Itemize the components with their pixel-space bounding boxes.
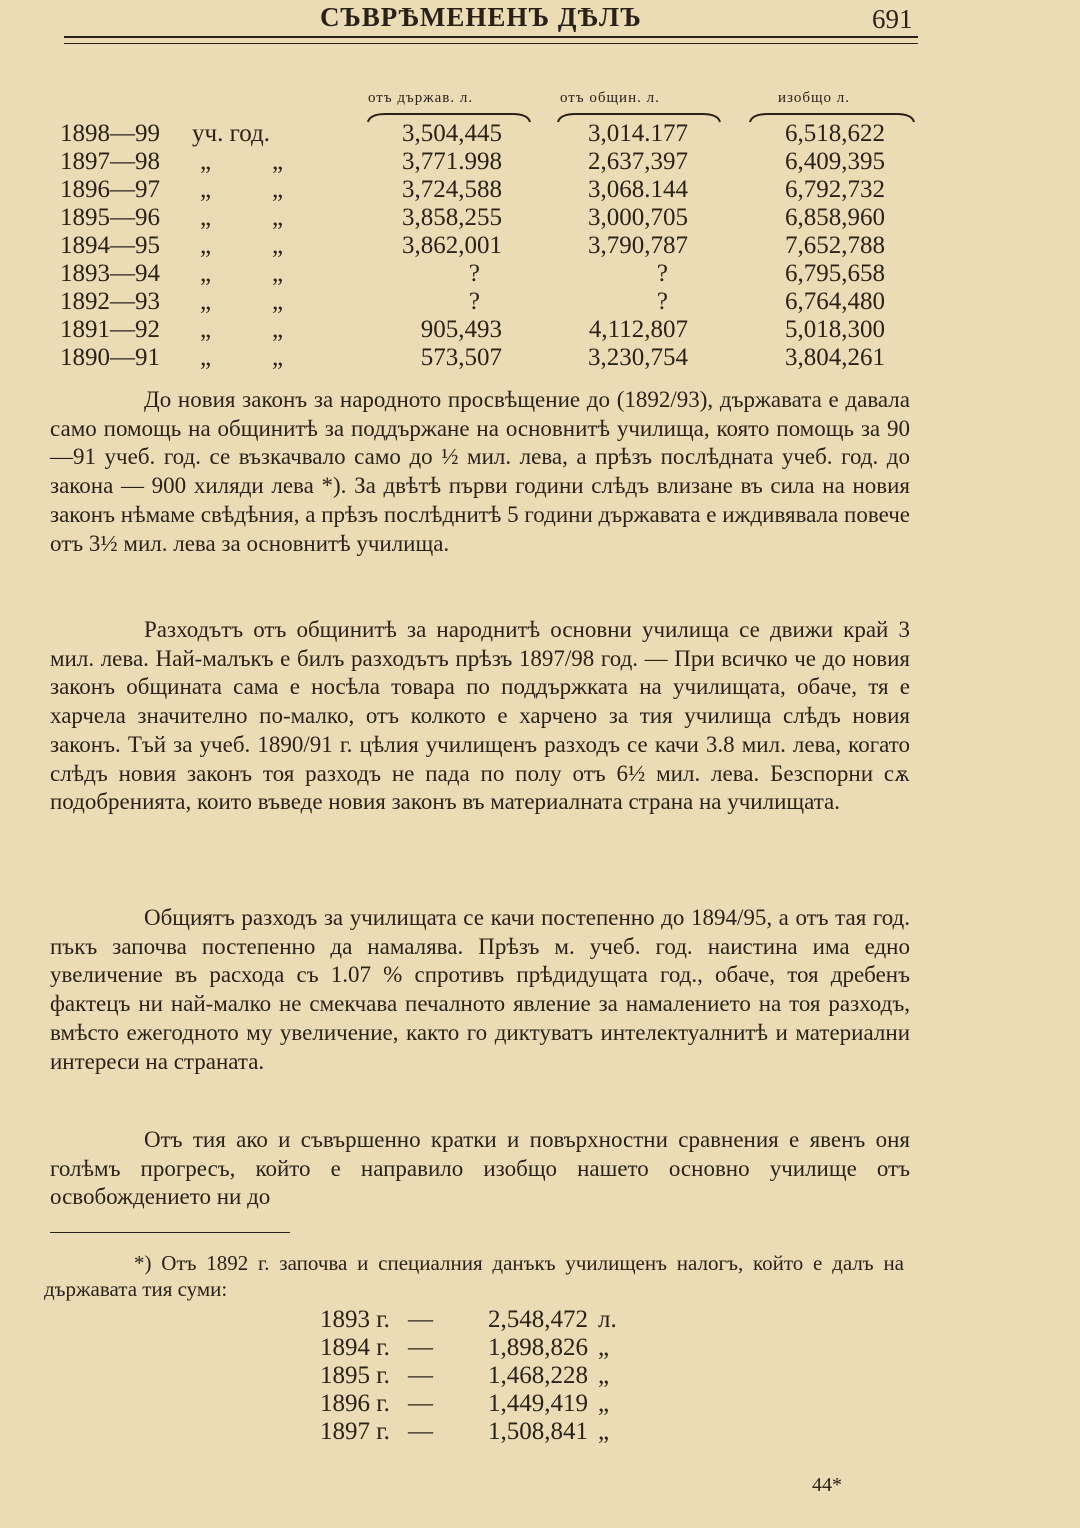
row-ditto: „ — [272, 232, 284, 259]
row-ditto: „ — [200, 344, 212, 371]
footnote-year: 1893 г. — [320, 1306, 390, 1333]
footnote-row — [320, 1334, 640, 1362]
row-state-value: 573,507 — [420, 344, 502, 371]
footnote-rule — [50, 1232, 290, 1233]
header-rule-thin — [64, 43, 918, 44]
footnote-text: *) Отъ 1892 г. започва и специалния данъкъ училищенъ налогъ, който е далъ на държавата тия суми: — [44, 1251, 904, 1301]
row-communal-value: ? — [656, 288, 668, 315]
row-year: 1895—96 — [60, 204, 160, 231]
footnote-amount: 1,898,826 — [488, 1334, 588, 1361]
column-header-communal: отъ общин. л. — [560, 90, 660, 106]
footnote-dash: — — [408, 1390, 433, 1417]
row-total-value: 6,792,732 — [785, 176, 885, 203]
paragraph — [50, 616, 910, 817]
row-year: 1891—92 — [60, 316, 160, 343]
footnote-amount: 1,468,228 — [488, 1362, 588, 1389]
footnote-year: 1895 г. — [320, 1362, 390, 1389]
running-head-title: СЪВРѢМЕНЕНЪ ДѢЛЪ — [320, 2, 642, 32]
paragraph — [50, 904, 910, 1076]
row-state-value: ? — [468, 288, 480, 315]
row-total-value: 6,518,622 — [785, 120, 885, 147]
signature-mark: 44* — [812, 1474, 842, 1496]
footnote-row — [320, 1306, 640, 1334]
row-year: 1890—91 — [60, 344, 160, 371]
footnote-unit: „ — [598, 1334, 610, 1361]
row-ditto: „ — [272, 344, 284, 371]
row-state-value: 3,858,255 — [402, 204, 502, 231]
footnote-row — [320, 1418, 640, 1446]
row-communal-value: 3,000,705 — [588, 204, 688, 231]
row-ditto: „ — [272, 260, 284, 287]
row-year: 1893—94 — [60, 260, 160, 287]
row-communal-value: 3,790,787 — [588, 232, 688, 259]
footnote-dash: — — [408, 1334, 433, 1361]
page-number: 691 — [872, 4, 913, 34]
column-header-total: изобщо л. — [778, 90, 851, 106]
table-row — [60, 316, 920, 344]
table-row — [60, 120, 920, 148]
row-total-value: 5,018,300 — [785, 316, 885, 343]
row-total-value: 6,409,395 — [785, 148, 885, 175]
row-ditto: „ — [272, 176, 284, 203]
row-ditto: „ — [200, 260, 212, 287]
footnote-year: 1897 г. — [320, 1418, 390, 1445]
row-label: уч. год. — [192, 120, 270, 147]
row-communal-value: 3,068.144 — [588, 176, 688, 203]
row-state-value: 3,504,445 — [402, 120, 502, 147]
footnote-dash: — — [408, 1418, 433, 1445]
row-year: 1896—97 — [60, 176, 160, 203]
header-rule-thick — [64, 36, 918, 38]
paragraph-text: Общиятъ разходъ за училищата се качи постепенно до 1894/95, а отъ тая год. пъкъ започва постепенно да намалява. Прѣзъ м. учеб. год. наистина има едно увеличение въ расхода съ 1.07 % спротивъ прѣдидущата год., обаче, тоя дребенъ фактецъ ни най-малко не смекчава печалното явление за намалението на тоя разходъ, вмѣсто ежегодното му увеличение, както го диктуватъ интелектуалнитѣ и материални интереси на страната. — [50, 905, 910, 1074]
row-ditto: „ — [200, 148, 212, 175]
footnote-row — [320, 1362, 640, 1390]
paragraph — [50, 386, 910, 558]
footnote-dash: — — [408, 1306, 433, 1333]
paragraph — [50, 1126, 910, 1212]
footnote-amount: 1,449,419 — [488, 1390, 588, 1417]
row-communal-value: ? — [656, 260, 668, 287]
footnote-year: 1894 г. — [320, 1334, 390, 1361]
footnote-unit: „ — [598, 1362, 610, 1389]
paragraph-text: Разходътъ отъ общинитѣ за народнитѣ основни училища се движи край 3 мил. лева. Най-малъкъ е билъ разходътъ прѣзъ 1897/98 год. — При всичко че до новия законъ общината сама е носѣла товара по поддържката на училищата, обаче, тя е харчела значително по-малко, отъ колкото е харчено за тия училища слѣдъ новия законъ. Тъй за учеб. 1890/91 г. цѣлия училищенъ разходъ се качи 3.8 мил. лева, когато слѣдъ новия законъ тоя разходъ не пада по полу отъ 6½ мил. лева. Безспорни сѫ подобренията, които въведе новия законъ въ материалната страна на училищата. — [50, 617, 910, 815]
footnote-amount: 1,508,841 — [488, 1418, 588, 1445]
row-ditto: „ — [200, 176, 212, 203]
footnote — [44, 1250, 904, 1302]
footnote-amount: 2,548,472 — [488, 1306, 588, 1333]
row-communal-value: 3,014.177 — [588, 120, 688, 147]
footnote-unit: л. — [598, 1306, 617, 1333]
table-row — [60, 148, 920, 176]
row-state-value: 3,862,001 — [402, 232, 502, 259]
footnote-unit: „ — [598, 1390, 610, 1417]
row-state-value: 3,724,588 — [402, 176, 502, 203]
row-ditto: „ — [272, 204, 284, 231]
row-state-value: 3,771.998 — [402, 148, 502, 175]
row-ditto: „ — [272, 316, 284, 343]
row-total-value: 3,804,261 — [785, 344, 885, 371]
table-row — [60, 260, 920, 288]
paragraph-text: Отъ тия ако и съвършенно кратки и повърхностни сравнения е явенъ оня голѣмъ прогресъ, който е направило изобщо нашето основно училище отъ освобождението ни до — [50, 1127, 910, 1210]
footnote-year: 1896 г. — [320, 1390, 390, 1417]
row-ditto: „ — [272, 148, 284, 175]
row-communal-value: 3,230,754 — [588, 344, 688, 371]
footnote-unit: „ — [598, 1418, 610, 1445]
footnote-dash: — — [408, 1362, 433, 1389]
row-ditto: „ — [200, 204, 212, 231]
paragraph-text: До новия законъ за народното просвѣщение до (1892/93), държавата е давала само помощь на общинитѣ за поддържане на основнитѣ училища, която помощь за 90—91 учеб. год. се възкачвало само до ½ мил. лева, а прѣзъ послѣдната учеб. год. до закона — 900 хиляди лева *). За двѣтѣ първи години слѣдъ влизане въ сила на новия законъ нѣмаме свѣдѣния, а прѣзъ послѣднитѣ 5 години държавата е иждивявала повече отъ 3½ мил. лева за основнитѣ училища. — [50, 387, 910, 556]
row-ditto: „ — [200, 232, 212, 259]
table-row — [60, 204, 920, 232]
row-ditto: „ — [200, 288, 212, 315]
row-state-value: ? — [468, 260, 480, 287]
row-year: 1897—98 — [60, 148, 160, 175]
column-header-state: отъ държав. л. — [368, 90, 474, 106]
row-year: 1892—93 — [60, 288, 160, 315]
row-total-value: 6,858,960 — [785, 204, 885, 231]
row-ditto: „ — [200, 316, 212, 343]
row-ditto: „ — [272, 288, 284, 315]
footnote-row — [320, 1390, 640, 1418]
table-row — [60, 176, 920, 204]
row-communal-value: 4,112,807 — [588, 316, 688, 343]
row-total-value: 6,795,658 — [785, 260, 885, 287]
table-row — [60, 288, 920, 316]
table-row — [60, 232, 920, 260]
row-state-value: 905,493 — [420, 316, 502, 343]
row-year: 1894—95 — [60, 232, 160, 259]
row-year: 1898—99 — [60, 120, 160, 147]
row-total-value: 6,764,480 — [785, 288, 885, 315]
row-total-value: 7,652,788 — [785, 232, 885, 259]
table-row — [60, 344, 920, 372]
row-communal-value: 2,637,397 — [588, 148, 688, 175]
